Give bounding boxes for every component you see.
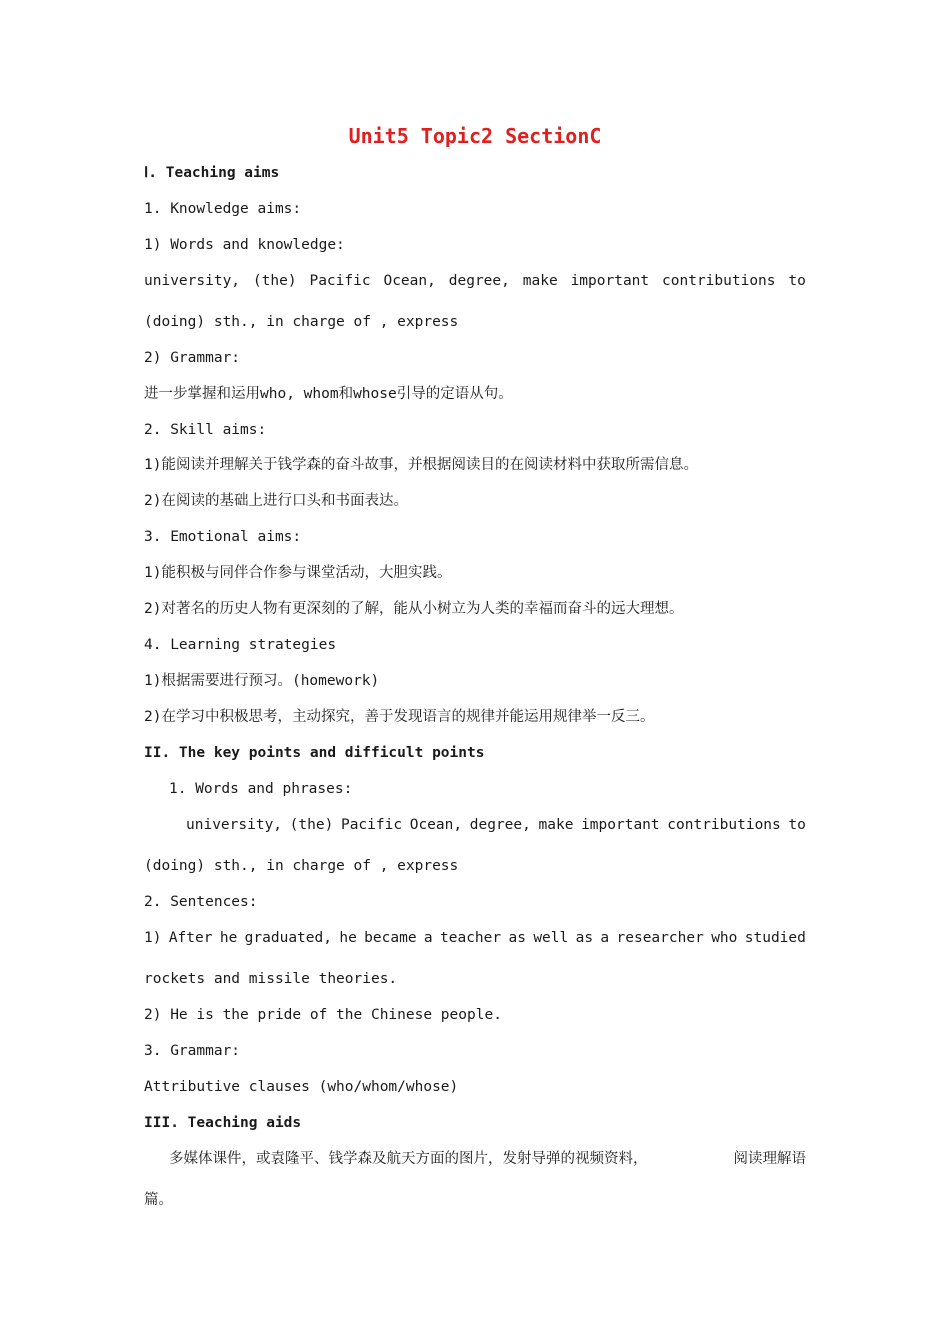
section-heading-teaching-aims: Ⅰ. Teaching aims bbox=[144, 165, 280, 181]
word: researcher bbox=[616, 930, 704, 946]
word: as bbox=[508, 930, 526, 946]
word: he bbox=[219, 930, 238, 946]
word: contributions bbox=[662, 273, 776, 289]
sentence-2: 2) He is the pride of the Chinese people. bbox=[144, 1007, 502, 1023]
learning-strategy-1: 1)根据需要进行预习。(homework) bbox=[144, 673, 380, 689]
words-list-line bbox=[144, 271, 806, 291]
emotional-aims-heading: 3. Emotional aims: bbox=[144, 529, 302, 545]
word: (the) bbox=[289, 817, 334, 833]
key-words-list-line bbox=[186, 815, 806, 835]
word: contributions bbox=[667, 817, 781, 833]
grammar-heading: 2) Grammar: bbox=[144, 350, 241, 366]
word: 阅读理解语 bbox=[733, 1151, 806, 1167]
sentence-1-continuation: rockets and missile theories. bbox=[144, 971, 398, 987]
sentence-1-line bbox=[144, 928, 806, 948]
word: degree, bbox=[448, 273, 510, 289]
word: well bbox=[533, 930, 569, 946]
section-heading-key-points: II. The key points and difficult points bbox=[144, 745, 485, 761]
word: Ocean, bbox=[383, 273, 436, 289]
word: graduated, bbox=[244, 930, 332, 946]
word: a bbox=[423, 930, 433, 946]
word: (the) bbox=[252, 273, 297, 289]
learning-strategy-2: 2)在学习中积极思考，主动探究，善于发现语言的规律并能运用规律举一反三。 bbox=[144, 709, 655, 725]
word: make bbox=[522, 273, 558, 289]
word: university, bbox=[186, 817, 283, 833]
teaching-aids-line bbox=[169, 1149, 806, 1169]
words-knowledge-heading: 1) Words and knowledge: bbox=[144, 237, 345, 253]
word: studied bbox=[744, 930, 806, 946]
word: Pacific bbox=[340, 817, 403, 833]
section-heading-teaching-aids: III. Teaching aids bbox=[144, 1115, 302, 1131]
word: to bbox=[788, 817, 806, 833]
word: he bbox=[339, 930, 357, 946]
grammar-point-text: Attributive clauses (who/whom/whose) bbox=[144, 1079, 459, 1095]
sentences-heading: 2. Sentences: bbox=[144, 894, 258, 910]
word: who bbox=[711, 930, 738, 946]
emotional-aim-1: 1)能积极与同伴合作参与课堂活动，大胆实践。 bbox=[144, 565, 452, 581]
word: important bbox=[581, 817, 660, 833]
word: to bbox=[788, 273, 806, 289]
grammar-point-heading: 3. Grammar: bbox=[144, 1043, 241, 1059]
word: teacher bbox=[440, 930, 502, 946]
word: a bbox=[600, 930, 610, 946]
emotional-aim-2: 2)对著名的历史人物有更深刻的了解，能从小树立为人类的幸福而奋斗的远大理想。 bbox=[144, 601, 684, 617]
document-title: Unit5 Topic2 SectionC bbox=[348, 124, 602, 148]
skill-aims-heading: 2. Skill aims: bbox=[144, 422, 267, 438]
skill-aim-2: 2)在阅读的基础上进行口头和书面表达。 bbox=[144, 493, 408, 509]
word: make bbox=[538, 817, 574, 833]
word: Pacific bbox=[309, 273, 371, 289]
skill-aim-1: 1)能阅读并理解关于钱学森的奋斗故事，并根据阅读目的在阅读材料中获取所需信息。 bbox=[144, 457, 698, 473]
words-phrases-heading: 1. Words and phrases: bbox=[169, 781, 353, 797]
learning-strategies-heading: 4. Learning strategies bbox=[144, 637, 337, 653]
words-list-continuation: (doing) sth., in charge of , express bbox=[144, 314, 459, 330]
word: After bbox=[168, 930, 213, 946]
word: became bbox=[364, 930, 417, 946]
teaching-aids-continuation: 篇。 bbox=[144, 1192, 173, 1208]
word: 多媒体课件，或袁隆平、钱学森及航天方面的图片，发射导弹的视频资料， bbox=[169, 1151, 648, 1167]
knowledge-aims-heading: 1. Knowledge aims: bbox=[144, 201, 302, 217]
word: university, bbox=[144, 273, 241, 289]
word: degree, bbox=[469, 817, 531, 833]
word: important bbox=[570, 273, 650, 289]
grammar-text: 进一步掌握和运用who, whom和whose引导的定语从句。 bbox=[144, 386, 513, 402]
key-words-continuation: (doing) sth., in charge of , express bbox=[144, 858, 459, 874]
word: 1) bbox=[144, 930, 162, 946]
word: Ocean, bbox=[409, 817, 463, 833]
word: as bbox=[575, 930, 594, 946]
